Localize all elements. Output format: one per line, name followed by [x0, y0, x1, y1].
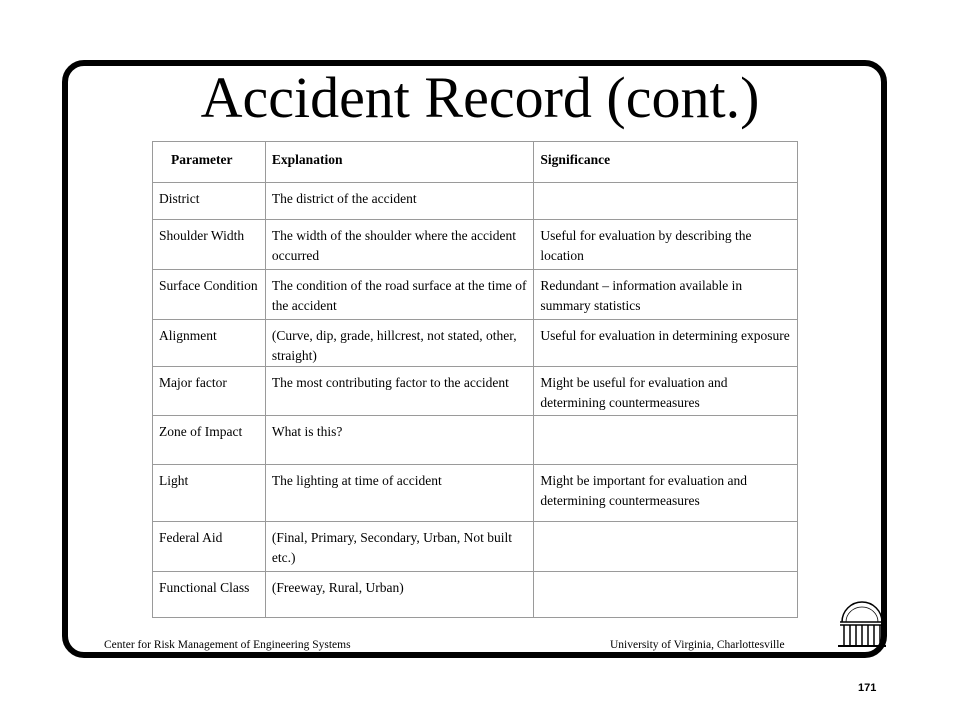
rotunda-icon: [836, 598, 888, 650]
table-row: [153, 320, 798, 367]
significance-cell: Might be useful for evaluation and determining countermeasures: [534, 367, 798, 416]
table-row: [153, 183, 798, 220]
footer-center-name: Center for Risk Management of Engineering Systems: [104, 639, 351, 651]
table-row: [153, 416, 798, 465]
explanation-cell: The lighting at time of accident: [265, 465, 534, 522]
slide-title: Accident Record (cont.): [200, 65, 760, 130]
explanation-cell: The district of the accident: [265, 183, 534, 220]
parameter-cell: Shoulder Width: [153, 220, 266, 270]
explanation-cell: (Final, Primary, Secondary, Urban, Not built etc.): [265, 522, 534, 572]
explanation-cell: The width of the shoulder where the accident occurred: [265, 220, 534, 270]
explanation-cell: (Freeway, Rural, Urban): [265, 572, 534, 618]
significance-cell: Might be important for evaluation and determining countermeasures: [534, 465, 798, 522]
table-header-row: [153, 142, 798, 183]
table-row: [153, 572, 798, 618]
significance-cell: [534, 572, 798, 618]
table-row: [153, 220, 798, 270]
page-number: 171: [858, 682, 877, 694]
parameter-cell: Alignment: [153, 320, 266, 367]
table-row: [153, 522, 798, 572]
explanation-cell: The condition of the road surface at the time of the accident: [265, 270, 534, 320]
table-row: [153, 270, 798, 320]
significance-cell: [534, 416, 798, 465]
explanation-cell: The most contributing factor to the accident: [265, 367, 534, 416]
header-significance: Significance: [534, 142, 798, 183]
parameter-cell: Light: [153, 465, 266, 522]
accident-record-table: [152, 141, 798, 618]
header-explanation: Explanation: [265, 142, 534, 183]
parameter-cell: District: [153, 183, 266, 220]
table-row: [153, 465, 798, 522]
significance-cell: Useful for evaluation by describing the location: [534, 220, 798, 270]
significance-cell: Redundant – information available in summary statistics: [534, 270, 798, 320]
significance-cell: Useful for evaluation in determining exposure: [534, 320, 798, 367]
parameter-cell: Zone of Impact: [153, 416, 266, 465]
footer-university-name: University of Virginia, Charlottesville: [610, 639, 785, 651]
explanation-cell: What is this?: [265, 416, 534, 465]
parameter-cell: Surface Condition: [153, 270, 266, 320]
table-row: [153, 367, 798, 416]
explanation-cell: (Curve, dip, grade, hillcrest, not stated, other, straight): [265, 320, 534, 367]
significance-cell: [534, 183, 798, 220]
significance-cell: [534, 522, 798, 572]
parameter-cell: Major factor: [153, 367, 266, 416]
parameter-cell: Federal Aid: [153, 522, 266, 572]
parameter-cell: Functional Class: [153, 572, 266, 618]
header-parameter: Parameter: [153, 142, 266, 183]
